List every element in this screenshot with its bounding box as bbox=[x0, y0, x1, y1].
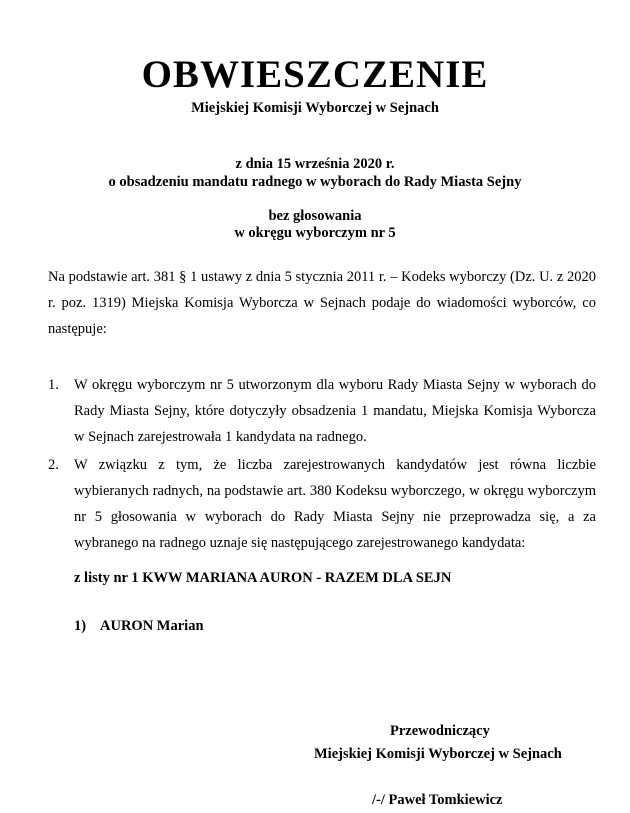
list-item-number: 1. bbox=[48, 377, 59, 393]
announcement-list bbox=[48, 372, 596, 556]
list-item-text: W okręgu wyborczym nr 5 utworzonym dla wyboru Rady Miasta Sejny w wyborach do Rady Miasta Sejny, które dotyczyły obsadzenia 1 mandatu, Miejska Komisja Wyborcza w Sejnach zarejestrowała 1 kandydata na radnego. bbox=[74, 377, 596, 445]
list-item-number: 2. bbox=[48, 457, 59, 473]
list-item bbox=[48, 452, 596, 556]
list-item bbox=[48, 372, 596, 450]
candidate-entry bbox=[74, 616, 204, 636]
candidate-name: AURON Marian bbox=[100, 618, 204, 634]
document-subject: o obsadzeniu mandatu radnego w wyborach do Rady Miasta Sejny bbox=[108, 174, 522, 190]
candidate-number: 1) bbox=[74, 618, 87, 634]
signature-committee: Miejskiej Komisji Wyborczej w Sejnach bbox=[314, 746, 562, 762]
document-subtitle: Miejskiej Komisji Wyborczej w Sejnach bbox=[191, 100, 439, 116]
election-mode: bez głosowania bbox=[268, 208, 362, 224]
signature-name: /-/ Paweł Tomkiewicz bbox=[372, 792, 503, 808]
document-date: z dnia 15 września 2020 r. bbox=[235, 156, 395, 172]
electoral-district: w okręgu wyborczym nr 5 bbox=[234, 225, 396, 241]
intro-paragraph: Na podstawie art. 381 § 1 ustawy z dnia 5 stycznia 2011 r. – Kodeks wyborczy (Dz. U. z 2020 r. poz. 1319) Miejska Komisja Wyborcza w Sejnach podaje do wiadomości wyborców, co następuje: bbox=[48, 269, 596, 337]
list-item-text: W związku z tym, że liczba zarejestrowanych kandydatów jest równa liczbie wybieranych radnych, na podstawie art. 380 Kodeksu wyborczego, w okręgu wyborczym nr 5 głosowania w wyborach do Rady Miasta Sejny nie przeprowadza się, a za wybranego na radnego uznaje się następującego zarejestrowanego kandydata: bbox=[74, 457, 596, 551]
committee-list-heading: z listy nr 1 KWW MARIANA AURON - RAZEM DLA SEJN bbox=[74, 570, 452, 586]
signature-role: Przewodniczący bbox=[390, 723, 490, 739]
document-title: OBWIESZCZENIE bbox=[141, 53, 489, 96]
